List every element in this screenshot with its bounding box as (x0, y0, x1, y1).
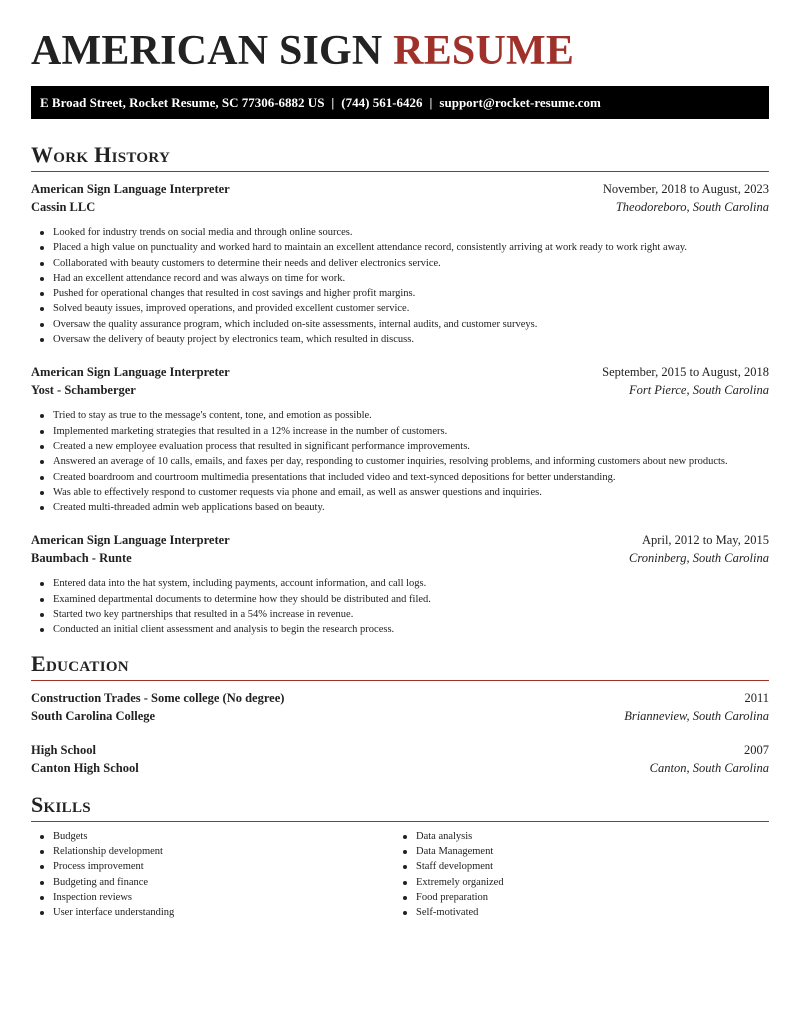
job-dates: November, 2018 to August, 2023 (602, 182, 769, 196)
job-title: American Sign Language Interpreter (31, 182, 230, 196)
bullet-item: Entered data into the hat system, including payments, account information, and call logs. (53, 576, 769, 591)
job-title: American Sign Language Interpreter (31, 533, 230, 548)
education-location: Brianneview, South Carolina (624, 708, 769, 723)
bullet-item: Looked for industry trends on social media and through online sources. (53, 225, 769, 240)
bullet-item: Oversaw the delivery of beauty project by electronics team, which resulted in discuss. (53, 332, 769, 347)
job-bullets (31, 225, 769, 347)
job-bullets (31, 576, 769, 637)
work-history-heading: Work History (31, 142, 171, 167)
skills-bullets (394, 829, 757, 921)
bullet-item: Created a new employee evaluation process that resulted in significant performance improvements. (53, 439, 769, 454)
education-school: South Carolina College (31, 708, 156, 723)
education-entry (31, 689, 769, 725)
skill-item: User interface understanding (53, 905, 394, 920)
contact-separator: | (429, 95, 433, 110)
resume-title-accent: RESUME (393, 28, 575, 74)
job-entry (31, 363, 769, 515)
education-school: Canton High School (31, 760, 139, 775)
bullet-item: Conducted an initial client assessment and analysis to begin the research process. (53, 622, 769, 637)
job-company: Yost - Schamberger (31, 383, 136, 398)
bullet-item: Placed a high value on punctuality and worked hard to maintain an excellent attendance record, consistently arriving at work ready to work right away. (53, 240, 769, 255)
bullet-item: Started two key partnerships that resulted in a 54% increase in revenue. (53, 607, 769, 622)
contact-email: support@rocket-resume.com (439, 95, 601, 110)
job-entry (31, 180, 769, 347)
skill-item: Extremely organized (416, 875, 757, 890)
bullet-item: Created multi-threaded admin web applications based on beauty. (53, 500, 769, 515)
resume-title (31, 0, 769, 86)
bullet-item: Examined departmental documents to determine how they should be distributed and filed. (53, 592, 769, 607)
skill-item: Inspection reviews (53, 890, 394, 905)
job-dates: September, 2015 to August, 2018 (602, 365, 769, 380)
job-bullets (31, 408, 769, 515)
bullet-item: Answered an average of 10 calls, emails, and faxes per day, responding to customer inquiries, resolving problems, and informing customers about new products. (53, 454, 769, 469)
job-dates: April, 2012 to May, 2015 (642, 533, 769, 548)
skill-item: Data Management (416, 844, 757, 859)
skill-item: Self-motivated (416, 905, 757, 920)
job-location: Croninberg, South Carolina (629, 551, 769, 566)
job-company: Baumbach - Runte (31, 551, 132, 566)
skill-item: Relationship development (53, 844, 394, 859)
contact-address: E Broad Street, Rocket Resume, SC 77306-6882 US (40, 95, 325, 110)
contact-separator: | (331, 95, 335, 110)
skills-heading: Skills (31, 791, 91, 817)
education-degree: Construction Trades - Some college (No degree) (31, 690, 285, 705)
bullet-item: Implemented marketing strategies that resulted in a 12% increase in the number of customers. (53, 424, 769, 439)
job-title: American Sign Language Interpreter (31, 365, 230, 380)
contact-bar (31, 86, 769, 119)
education-list (31, 689, 769, 777)
skill-item: Budgeting and finance (53, 875, 394, 890)
bullet-item: Created boardroom and courtroom multimedia presentations that included video and text-synced depositions for better understanding. (53, 470, 769, 485)
job-company: Cassin LLC (31, 200, 96, 214)
education-year: 2007 (744, 742, 769, 757)
section-divider (31, 171, 769, 172)
skills-list (31, 829, 769, 921)
education-location: Canton, South Carolina (649, 760, 769, 775)
section-divider (31, 680, 769, 681)
skills-column-right (394, 829, 757, 921)
bullet-item: Oversaw the quality assurance program, which included on-site assessments, internal audits, and customer surveys. (53, 317, 769, 332)
section-divider (31, 821, 769, 822)
bullet-item: Was able to effectively respond to customer requests via phone and email, as well as answer questions and inquiries. (53, 485, 769, 500)
skills-bullets (31, 829, 394, 921)
job-location: Fort Pierce, South Carolina (628, 383, 769, 398)
bullet-item: Tried to stay as true to the message's content, tone, and emotion as possible. (53, 408, 769, 423)
skill-item: Budgets (53, 829, 394, 844)
education-year: 2011 (744, 690, 769, 705)
skill-item: Food preparation (416, 890, 757, 905)
job-entry (31, 531, 769, 637)
skill-item: Staff development (416, 859, 757, 874)
job-location: Theodoreboro, South Carolina (615, 200, 769, 214)
skill-item: Data analysis (416, 829, 757, 844)
education-degree: High School (31, 742, 96, 757)
bullet-item: Had an excellent attendance record and was always on time for work. (53, 271, 769, 286)
work-history-list (31, 180, 769, 638)
skills-column-left (31, 829, 394, 921)
contact-phone: (744) 561-6426 (341, 95, 423, 110)
bullet-item: Collaborated with beauty customers to determine their needs and deliver electronics service. (53, 256, 769, 271)
skill-item: Process improvement (53, 859, 394, 874)
bullet-item: Pushed for operational changes that resulted in cost savings and higher profit margins. (53, 286, 769, 301)
bullet-item: Solved beauty issues, improved operations, and provided excellent customer service. (53, 301, 769, 316)
resume-title-main: AMERICAN SIGN (31, 28, 383, 74)
education-heading: Education (31, 650, 129, 676)
education-entry (31, 741, 769, 777)
